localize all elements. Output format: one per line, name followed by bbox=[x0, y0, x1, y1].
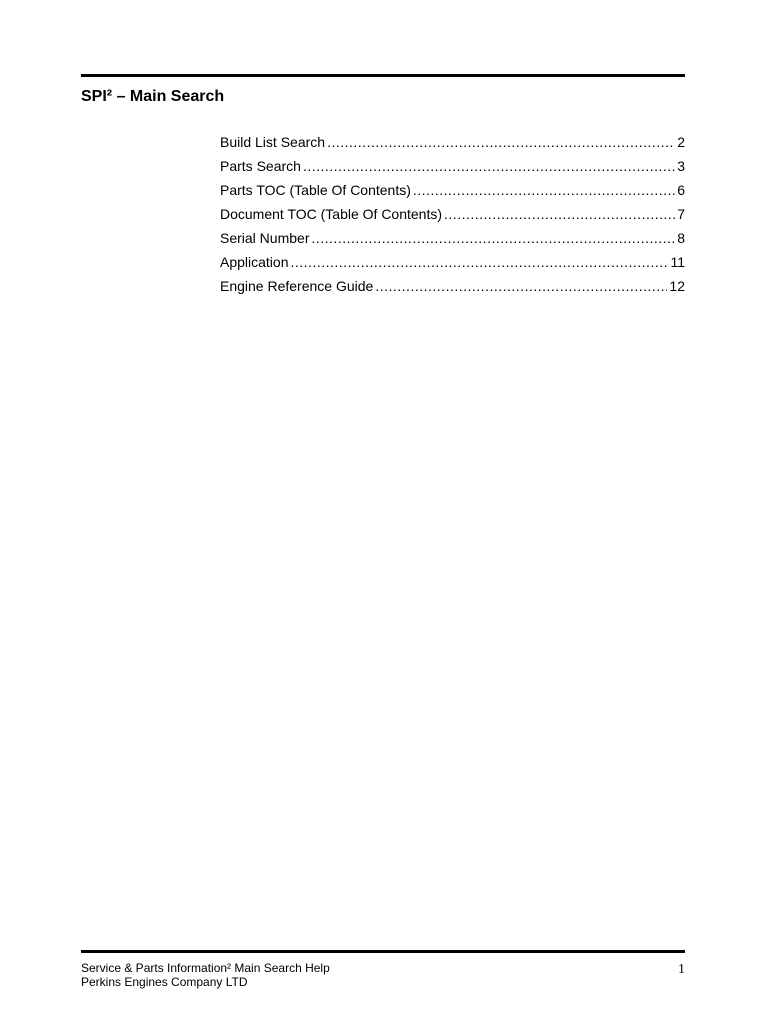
toc-entry-label: Application bbox=[220, 254, 289, 270]
page-title: SPI² – Main Search bbox=[81, 88, 225, 105]
toc-entry-page: 11 bbox=[670, 254, 685, 270]
toc-entry-label: Parts Search bbox=[220, 158, 301, 174]
toc-dot-leader bbox=[413, 181, 675, 199]
footer-rule bbox=[81, 950, 685, 953]
toc-entry-label: Parts TOC (Table Of Contents) bbox=[220, 182, 411, 198]
toc-entry-build-list-search[interactable] bbox=[220, 133, 685, 157]
toc-entry-document-toc[interactable] bbox=[220, 205, 685, 229]
header-rule bbox=[81, 74, 685, 77]
toc-entry-label: Build List Search bbox=[220, 134, 326, 150]
toc-entry-label: Serial Number bbox=[220, 230, 310, 246]
toc-entry-page: 8 bbox=[677, 230, 685, 246]
toc-entry-label: Engine Reference Guide bbox=[220, 278, 374, 294]
toc-dot-leader bbox=[303, 157, 675, 175]
toc-entry-page: 7 bbox=[677, 206, 685, 222]
toc-dot-leader bbox=[311, 229, 675, 247]
toc-entry-engine-reference-guide[interactable] bbox=[220, 277, 685, 301]
toc-entry-label: Document TOC (Table Of Contents) bbox=[220, 206, 443, 222]
table-of-contents bbox=[220, 133, 685, 301]
toc-entry-parts-toc[interactable] bbox=[220, 181, 685, 205]
toc-entry-serial-number[interactable] bbox=[220, 229, 685, 253]
toc-entry-page: 3 bbox=[677, 158, 685, 174]
toc-entry-parts-search[interactable] bbox=[220, 157, 685, 181]
toc-entry-page: 6 bbox=[677, 182, 685, 198]
toc-dot-leader bbox=[375, 277, 667, 295]
footer-document-title: Service & Parts Information² Main Search Help bbox=[81, 961, 330, 975]
toc-dot-leader bbox=[444, 205, 675, 223]
toc-dot-leader bbox=[291, 253, 669, 271]
toc-entry-page: 12 bbox=[669, 278, 685, 294]
toc-entry-application[interactable] bbox=[220, 253, 685, 277]
footer-page-number: 1 bbox=[678, 962, 685, 977]
toc-dot-leader bbox=[327, 133, 675, 151]
toc-entry-page: 2 bbox=[677, 134, 685, 150]
footer-company-name: Perkins Engines Company LTD bbox=[81, 975, 248, 989]
